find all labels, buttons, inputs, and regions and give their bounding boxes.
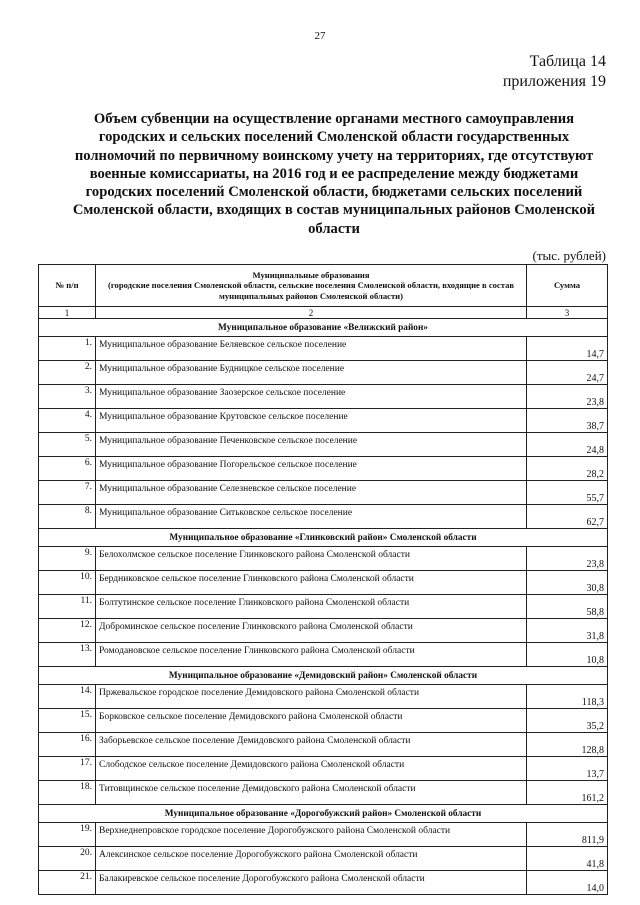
municipality-name: Борковское сельское поселение Демидовского района Смоленской области (96, 709, 527, 733)
table-header-row (39, 265, 608, 307)
district-group-title: Муниципальное образование «Дорогобужский район» Смоленской области (39, 805, 608, 823)
municipality-name: Муниципальное образование Селезневское сельское поселение (96, 481, 527, 505)
municipality-name: Ромодановское сельское поселение Глинковского района Смоленской области (96, 643, 527, 667)
subsidy-amount: 28,2 (527, 457, 608, 481)
municipality-name: Бердниковское сельское поселение Глинковского района Смоленской области (96, 571, 527, 595)
subsidy-amount: 30,8 (527, 571, 608, 595)
table-row (39, 733, 608, 757)
municipality-name: Муниципальное образование Заозерское сельское поселение (96, 385, 527, 409)
municipality-name: Алексинское сельское поселение Дорогобужского района Смоленской области (96, 847, 527, 871)
table-body (39, 319, 608, 895)
subsidy-amount: 10,8 (527, 643, 608, 667)
caption-table-label: Таблица 14 (529, 53, 606, 70)
district-group-row (39, 319, 608, 337)
district-group-row (39, 667, 608, 685)
subsidy-amount: 118,3 (527, 685, 608, 709)
district-group-row (39, 529, 608, 547)
document-title: Объем субвенции на осуществление органами местного самоуправления городских и сельских поселений Смоленской области государственных полномочий по первичному воинскому учету на территориях, где отсутствуют военные комиссариаты, на 2016 год и ее распределение между бюджетами городских поселений Смоленской области, бюджетами сельских поселений Смоленской области, входящих в состав муниципальных районов Смоленской области (72, 111, 596, 237)
row-number: 2. (39, 361, 96, 385)
table-row (39, 361, 608, 385)
header-municipality (96, 265, 527, 307)
table-row (39, 757, 608, 781)
municipality-name: Муниципальное образование Беляевское сельское поселение (96, 337, 527, 361)
table-row (39, 643, 608, 667)
subsidy-amount: 14,7 (527, 337, 608, 361)
subsidy-amount: 41,8 (527, 847, 608, 871)
district-group-title: Муниципальное образование «Глинковский район» Смоленской области (39, 529, 608, 547)
column-index: 1 (39, 307, 96, 319)
row-number: 18. (39, 781, 96, 805)
subsidy-amount: 13,7 (527, 757, 608, 781)
subsidy-amount: 24,7 (527, 361, 608, 385)
page-number: 27 (314, 30, 326, 42)
subsidy-amount: 38,7 (527, 409, 608, 433)
district-group-title: Муниципальное образование «Велижский район» (39, 319, 608, 337)
municipality-name: Белохолмское сельское поселение Глинковского района Смоленской области (96, 547, 527, 571)
table-row (39, 337, 608, 361)
subsidy-amount: 55,7 (527, 481, 608, 505)
row-number: 7. (39, 481, 96, 505)
row-number: 12. (39, 619, 96, 643)
column-index: 2 (96, 307, 527, 319)
subsidy-amount: 62,7 (527, 505, 608, 529)
subsidy-amount: 23,8 (527, 547, 608, 571)
row-number: 20. (39, 847, 96, 871)
row-number: 5. (39, 433, 96, 457)
subsidy-amount: 58,8 (527, 595, 608, 619)
header-municipality-title: Муниципальные образования (252, 269, 370, 280)
municipality-name: Муниципальное образование Будницкое сельское поселение (96, 361, 527, 385)
row-number: 16. (39, 733, 96, 757)
row-number: 8. (39, 505, 96, 529)
table-row (39, 409, 608, 433)
table-row (39, 457, 608, 481)
row-number: 3. (39, 385, 96, 409)
municipality-name: Муниципальное образование Печенковское сельское поселение (96, 433, 527, 457)
municipality-name: Муниципальное образование Ситьковское сельское поселение (96, 505, 527, 529)
table-caption (503, 52, 606, 92)
subsidy-amount: 811,9 (527, 823, 608, 847)
table-row (39, 685, 608, 709)
table-row (39, 781, 608, 805)
municipality-name: Пржевальское городское поселение Демидовского района Смоленской области (96, 685, 527, 709)
row-number: 13. (39, 643, 96, 667)
header-municipality-subtitle: (городские поселения Смоленской области, сельские поселения Смоленской области, входящие в состав муниципальных районов Смоленской области) (107, 280, 515, 301)
table-row (39, 481, 608, 505)
row-number: 10. (39, 571, 96, 595)
header-sum: Сумма (527, 265, 608, 307)
district-group-title: Муниципальное образование «Демидовский район» Смоленской области (39, 667, 608, 685)
subsidy-amount: 24,8 (527, 433, 608, 457)
column-index: 3 (527, 307, 608, 319)
municipality-name: Титовщинское сельское поселение Демидовского района Смоленской области (96, 781, 527, 805)
column-index-row (39, 307, 608, 319)
municipality-name: Верхнеднепровское городское поселение Дорогобужского района Смоленской области (96, 823, 527, 847)
row-number: 1. (39, 337, 96, 361)
municipality-name: Муниципальное образование Крутовское сельское поселение (96, 409, 527, 433)
subsidy-amount: 14,0 (527, 871, 608, 895)
district-group-row (39, 805, 608, 823)
table-row (39, 823, 608, 847)
caption-appendix-label: приложения 19 (502, 73, 606, 90)
table-row (39, 571, 608, 595)
table-row (39, 595, 608, 619)
table-row (39, 709, 608, 733)
table-row (39, 433, 608, 457)
row-number: 21. (39, 871, 96, 895)
row-number: 6. (39, 457, 96, 481)
subsidy-amount: 128,8 (527, 733, 608, 757)
municipality-name: Заборьевское сельское поселение Демидовского района Смоленской области (96, 733, 527, 757)
table-row (39, 847, 608, 871)
header-number: № п/п (39, 265, 96, 307)
row-number: 4. (39, 409, 96, 433)
table-row (39, 619, 608, 643)
table-row (39, 871, 608, 895)
table-row (39, 505, 608, 529)
table-row (39, 547, 608, 571)
municipality-name: Муниципальное образование Погорельское сельское поселение (96, 457, 527, 481)
subsidy-amount: 35,2 (527, 709, 608, 733)
municipality-name: Болтутинское сельское поселение Глинковского района Смоленской области (96, 595, 527, 619)
table-row (39, 385, 608, 409)
subsidy-amount: 161,2 (527, 781, 608, 805)
municipality-name: Балакиревское сельское поселение Дорогобужского района Смоленской области (96, 871, 527, 895)
row-number: 11. (39, 595, 96, 619)
subsidy-amount: 31,8 (527, 619, 608, 643)
municipality-name: Доброминское сельское поселение Глинковского района Смоленской области (96, 619, 527, 643)
row-number: 9. (39, 547, 96, 571)
row-number: 14. (39, 685, 96, 709)
row-number: 17. (39, 757, 96, 781)
municipality-name: Слободское сельское поселение Демидовского района Смоленской области (96, 757, 527, 781)
subsidy-amount: 23,8 (527, 385, 608, 409)
row-number: 15. (39, 709, 96, 733)
subsidy-table (38, 264, 608, 895)
units-label: (тыс. рублей) (532, 248, 606, 263)
row-number: 19. (39, 823, 96, 847)
